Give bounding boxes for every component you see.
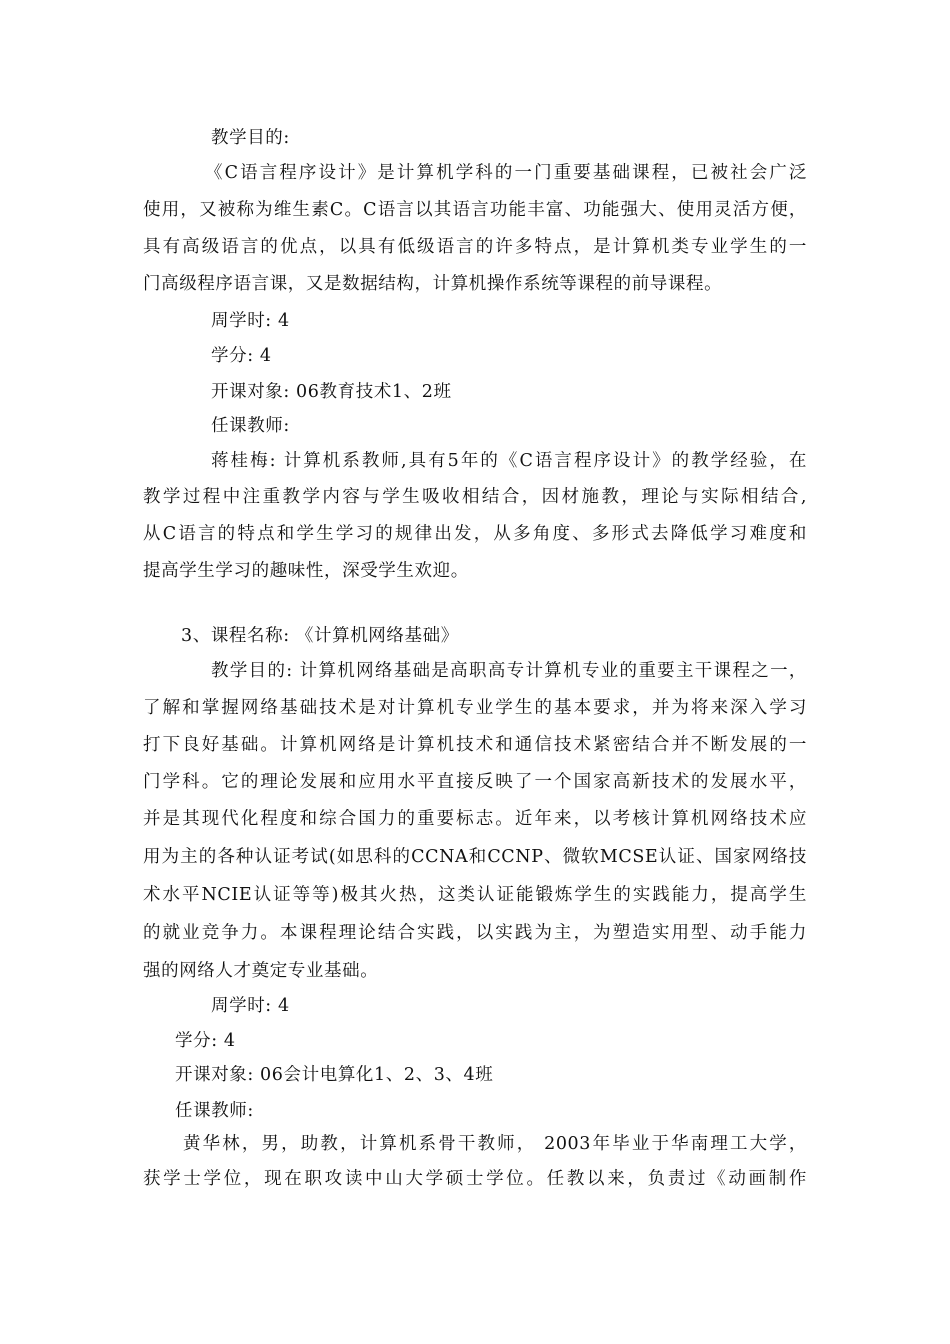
network-purpose-line-4: 门学科。它的理论发展和应用水平直接反映了一个国家高新技术的发展水平， xyxy=(143,772,807,792)
network-purpose-line-5: 并是其现代化程度和综合国力的重要标志。近年来，以考核计算机网络技术应 xyxy=(143,809,807,829)
network-teacher-line-1: 黄华林，男，助教，计算机系骨干教师， 2003年毕业于华南理工大学， xyxy=(183,1134,807,1154)
network-purpose-line-7: 术水平NCIE认证等等)极其火热，这类认证能锻炼学生的实践能力，提高学生 xyxy=(143,885,807,905)
c-teacher-line-2: 教学过程中注重教学内容与学生吸收相结合，因材施教，理论与实际相结合, xyxy=(143,487,807,507)
network-course-heading: 3、课程名称: 《计算机网络基础》 xyxy=(181,626,459,646)
c-target-class: 开课对象: 06教育技术1、2班 xyxy=(211,382,452,402)
c-credits: 学分: 4 xyxy=(211,346,272,366)
c-teacher-line-4: 提高学生学习的趣味性，深受学生欢迎。 xyxy=(143,561,469,581)
network-purpose-line-8: 的就业竞争力。本课程理论结合实践，以实践为主，为塑造实用型、动手能力 xyxy=(143,923,807,943)
c-teacher-label: 任课教师: xyxy=(211,416,290,436)
c-purpose-line-2: 使用，又被称为维生素C。C语言以其语言功能丰富、功能强大、使用灵活方便， xyxy=(143,200,807,220)
network-target-class: 开课对象: 06会计电算化1、2、3、4班 xyxy=(175,1065,494,1085)
c-weekly-hours: 周学时: 4 xyxy=(211,311,290,331)
network-credits: 学分: 4 xyxy=(175,1031,236,1051)
network-teacher-label: 任课教师: xyxy=(175,1101,254,1121)
c-purpose-line-4: 门高级程序语言课，又是数据结构，计算机操作系统等课程的前导课程。 xyxy=(143,274,723,294)
c-purpose-label: 教学目的: xyxy=(211,128,290,148)
network-weekly-hours: 周学时: 4 xyxy=(211,996,290,1016)
c-purpose-line-3: 具有高级语言的优点，以具有低级语言的许多特点，是计算机类专业学生的一 xyxy=(143,237,807,257)
network-purpose-line-9: 强的网络人才奠定专业基础。 xyxy=(143,961,379,981)
network-teacher-line-2: 获学士学位，现在职攻读中山大学硕士学位。任教以来，负责过《动画制作 xyxy=(143,1169,807,1189)
network-purpose-line-3: 打下良好基础。计算机网络是计算机技术和通信技术紧密结合并不断发展的一 xyxy=(143,735,807,755)
c-purpose-line-1: 《C语言程序设计》是计算机学科的一门重要基础课程，已被社会广泛 xyxy=(205,163,807,183)
c-teacher-line-3: 从C语言的特点和学生学习的规律出发，从多角度、多形式去降低学习难度和 xyxy=(143,524,807,544)
c-teacher-line-1: 蒋桂梅: 计算机系教师,具有5年的《C语言程序设计》的教学经验，在 xyxy=(211,451,807,471)
network-purpose-line-1: 教学目的: 计算机网络基础是高职高专计算机专业的重要主干课程之一， xyxy=(211,661,807,681)
network-purpose-line-6: 用为主的各种认证考试(如思科的CCNA和CCNP、微软MCSE认证、国家网络技 xyxy=(143,847,807,867)
network-purpose-line-2: 了解和掌握网络基础技术是对计算机专业学生的基本要求，并为将来深入学习 xyxy=(143,698,807,718)
